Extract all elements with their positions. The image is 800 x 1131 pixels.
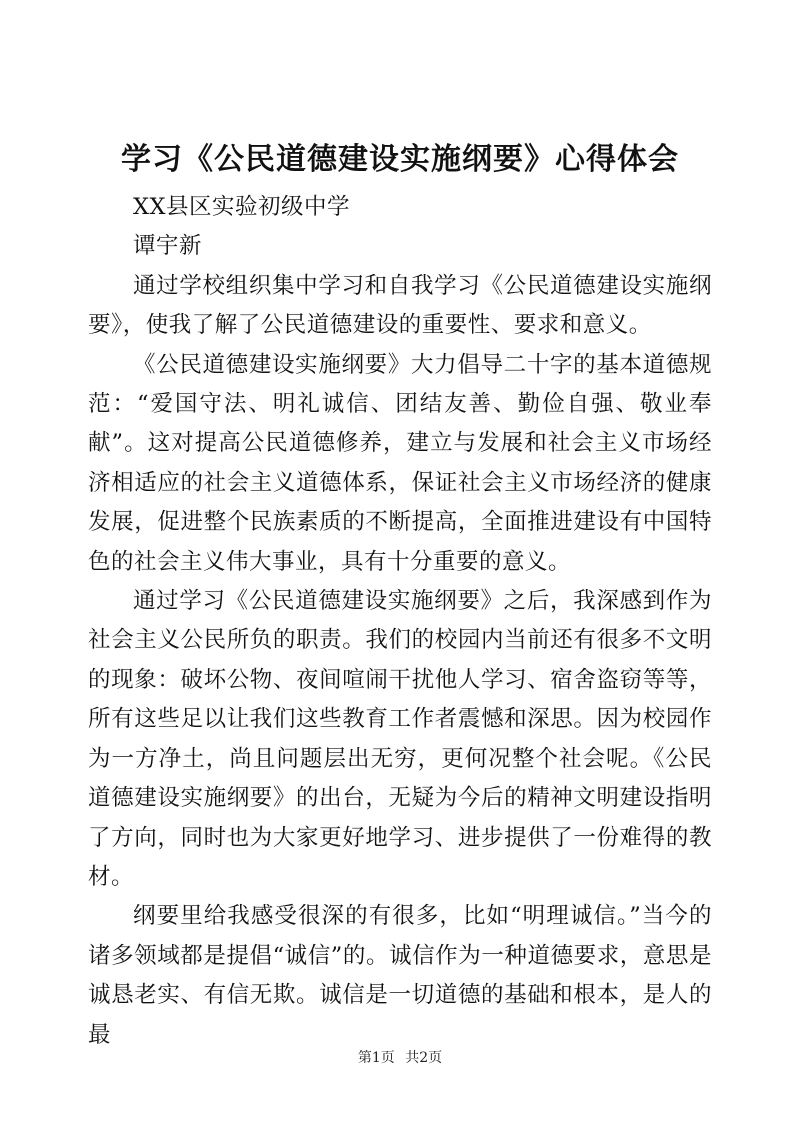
page-footer xyxy=(0,1048,800,1068)
document-body xyxy=(88,188,712,1055)
paragraph: 通过学校组织集中学习和自我学习《公民道德建设实施纲要》，使我了解了公民道德建设的重要性、要求和意义。 xyxy=(88,272,712,339)
paragraph: 通过学习《公民道德建设实施纲要》之后，我深感到作为社会主义公民所负的职责。我们的校园内当前还有很多不文明的现象：破坏公物、夜间喧闹干扰他人学习、宿舍盗窃等等，所有这些足以让我们这些教育工作者震憾和深思。因为校园作为一方净土，尚且问题层出无穷，更何况整个社会呢。《公民道德建设实施纲要》的出台，无疑为今后的精神文明建设指明了方向，同时也为大家更好地学习、进步提供了一份难得的教材。 xyxy=(88,588,712,890)
paragraph: 《公民道德建设实施纲要》大力倡导二十字的基本道德规范：“爱国守法、明礼诚信、团结友善、勤俭自强、敬业奉献”。这对提高公民道德修养，建立与发展和社会主义市场经济相适应的社会主义道德体系，保证社会主义市场经济的健康发展，促进整个民族素质的不断提高，全面推进建设有中国特色的社会主义伟大事业，具有十分重要的意义。 xyxy=(88,351,712,575)
page-number: 第1页 xyxy=(357,1050,395,1066)
paragraph: 纲要里给我感受很深的有很多，比如“明理诚信。”当今的诸多领域都是提倡“诚信”的。诚信作为一种道德要求，意思是诚恳老实、有信无欺。诚信是一切道德的基础和根本，是人的最 xyxy=(88,903,712,1048)
school-line: XX县区实验初级中学 xyxy=(133,194,351,220)
document-title: 学习《公民道德建设实施纲要》心得体会 xyxy=(121,142,679,177)
page-total: 共2页 xyxy=(405,1050,443,1066)
author-line: 谭宇新 xyxy=(133,233,203,260)
